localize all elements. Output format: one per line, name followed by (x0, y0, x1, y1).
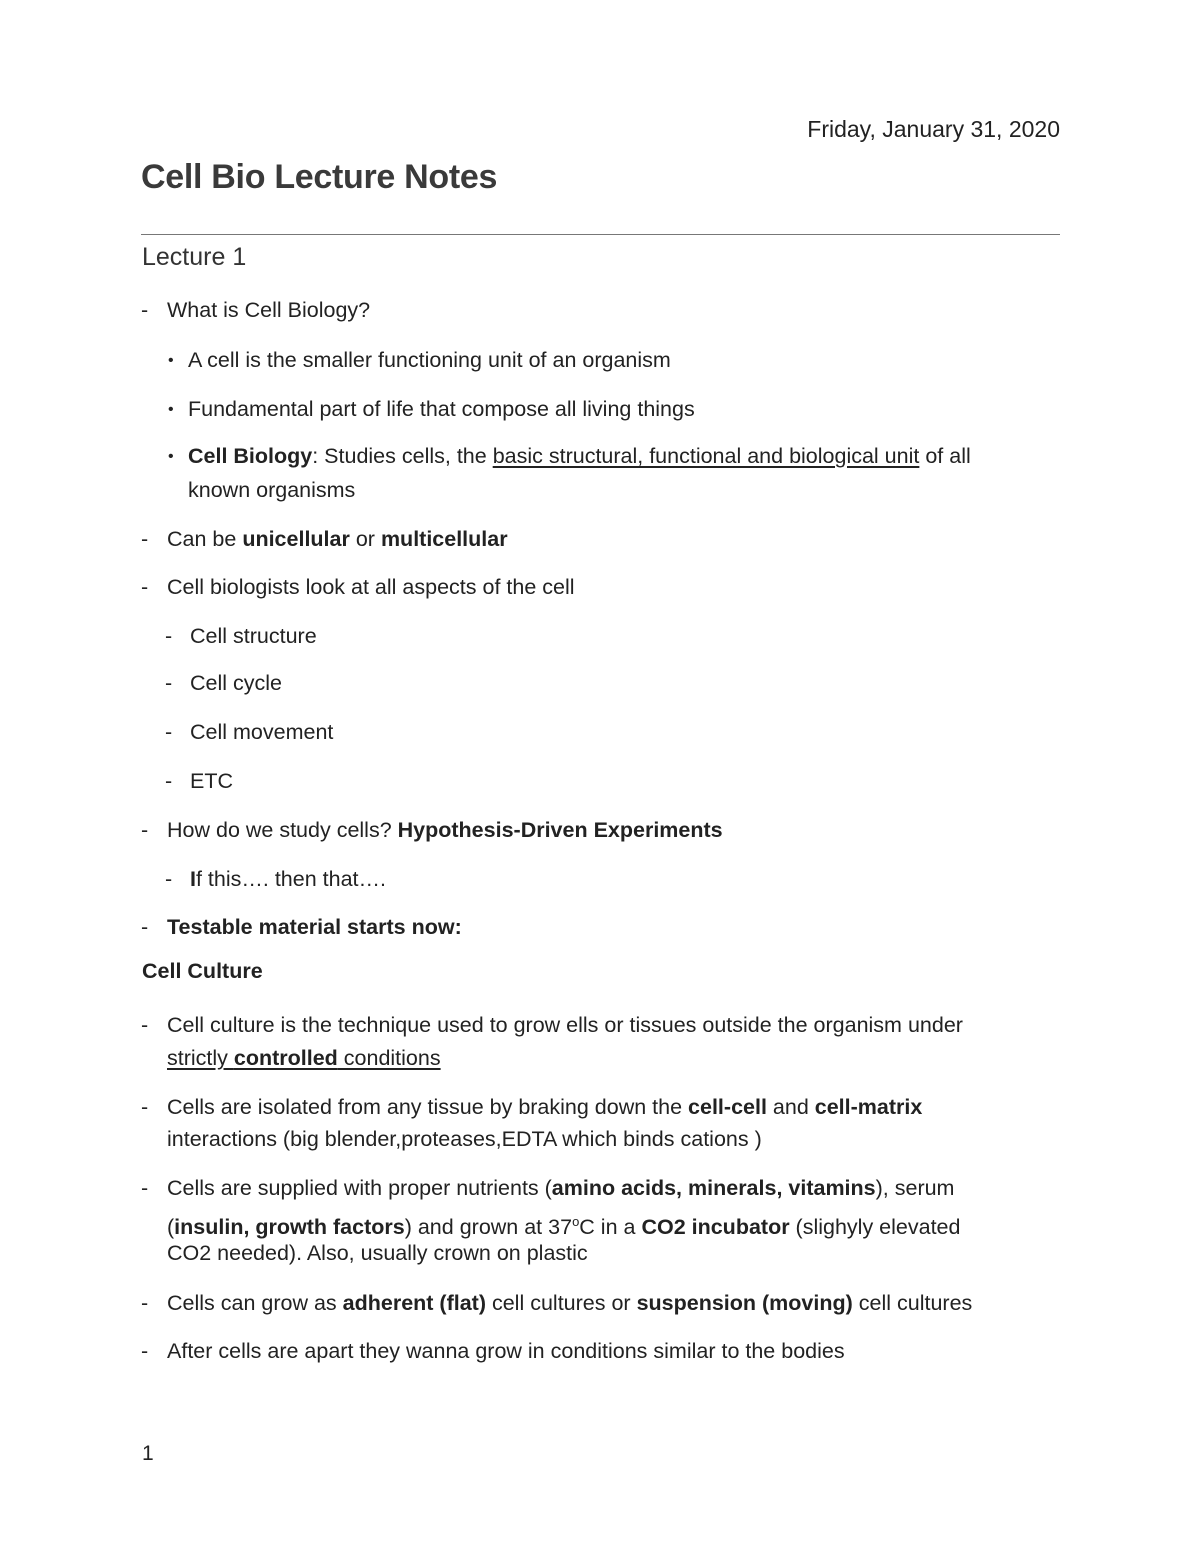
list-item: Testable material starts now: (167, 915, 462, 939)
page-title: Cell Bio Lecture Notes (141, 158, 498, 196)
list-item: After cells are apart they wanna grow in conditions similar to the bodies (167, 1339, 845, 1363)
bullet-marker: • (168, 352, 174, 369)
list-item-continuation: interactions (big blender,proteases,EDTA which binds cations ) (167, 1127, 762, 1151)
list-item-continuation: CO2 needed). Also, usually crown on plastic (167, 1241, 588, 1265)
underlined-phrase: strictly controlled conditions (167, 1046, 441, 1070)
dash-marker: - (165, 624, 173, 648)
dash-marker: - (141, 915, 149, 939)
sub-list-item: Cell movement (190, 720, 334, 744)
section-title: Cell Culture (142, 959, 263, 983)
sub-list-item: Cell structure (190, 624, 317, 648)
title-divider (141, 234, 1060, 235)
list-item-continuation: known organisms (188, 478, 356, 502)
dash-marker: - (141, 818, 149, 842)
bullet-marker: • (168, 448, 174, 465)
list-item: Cell Biology: Studies cells, the basic structural, functional and biological unit of all (188, 444, 971, 468)
dash-marker: - (141, 1339, 149, 1363)
dash-marker: - (141, 1013, 149, 1037)
sub-list-item: If this…. then that…. (190, 867, 386, 891)
dash-marker: - (165, 671, 173, 695)
bullet-marker: • (168, 401, 174, 418)
dash-marker: - (141, 1095, 149, 1119)
list-item-continuation (167, 1042, 441, 1075)
dash-marker: - (141, 575, 149, 599)
dash-marker: - (165, 720, 173, 744)
lecture-heading: Lecture 1 (142, 243, 247, 271)
list-item: Fundamental part of life that compose all living things (188, 397, 695, 421)
list-item: How do we study cells? Hypothesis-Driven Experiments (167, 818, 723, 842)
dash-marker: - (165, 769, 173, 793)
sub-list-item: Cell cycle (190, 671, 282, 695)
underlined-definition: basic structural, functional and biological unit (492, 444, 920, 468)
list-item: Cell culture is the technique used to grow ells or tissues outside the organism under (167, 1013, 963, 1037)
list-item: Cell biologists look at all aspects of the cell (167, 575, 575, 599)
list-item: Cells are isolated from any tissue by braking down the cell-cell and cell-matrix (167, 1095, 923, 1119)
dash-marker: - (165, 867, 173, 891)
document-date: Friday, January 31, 2020 (807, 116, 1060, 142)
dash-marker: - (141, 1176, 149, 1200)
term-cell-biology: Cell Biology (188, 444, 313, 468)
dash-marker: - (141, 298, 149, 322)
list-item: Can be unicellular or multicellular (167, 527, 508, 551)
list-item: Cells are supplied with proper nutrients (amino acids, minerals, vitamins), serum (167, 1176, 955, 1200)
dash-marker: - (141, 527, 149, 551)
dash-marker: - (141, 1291, 149, 1315)
list-item: What is Cell Biology? (167, 298, 371, 322)
list-item: A cell is the smaller functioning unit of an organism (188, 348, 671, 372)
list-item-continuation: (insulin, growth factors) and grown at 37$^o$C in a CO2 incubator (slighyly elevated (167, 1214, 961, 1240)
sub-list-item: ETC (190, 769, 233, 793)
list-item: Cells can grow as adherent (flat) cell cultures or suspension (moving) cell cultures (167, 1291, 973, 1315)
page-number: 1 (142, 1442, 154, 1465)
